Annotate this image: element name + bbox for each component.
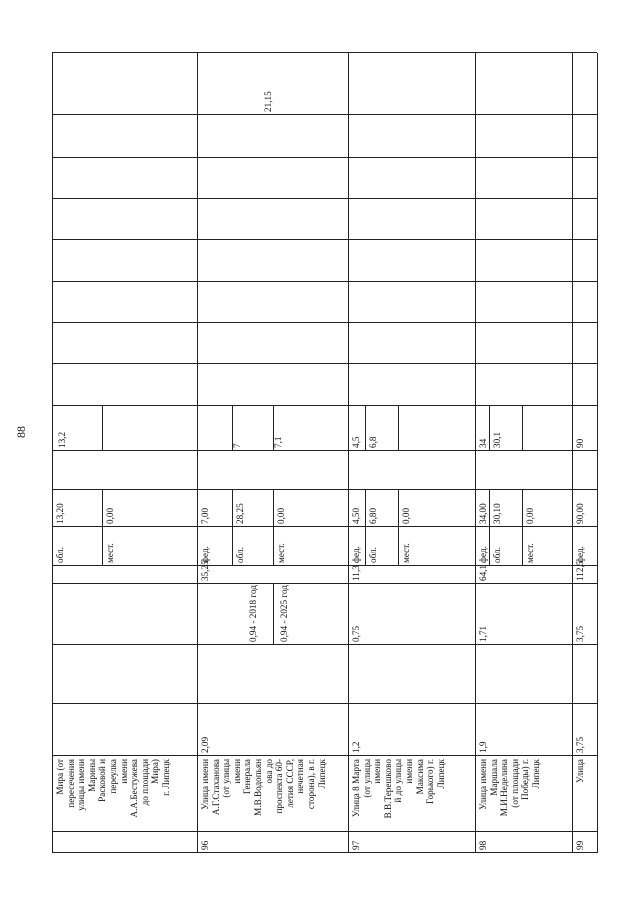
row-number: 98 bbox=[478, 840, 488, 850]
column-rule bbox=[52, 157, 597, 158]
column-rule bbox=[52, 198, 597, 199]
object-name-line: Максима bbox=[414, 759, 425, 795]
object-name-line: Генерала bbox=[242, 759, 253, 795]
object-name-line: Липецк bbox=[316, 759, 327, 789]
budget-source: мест. bbox=[105, 543, 115, 563]
row-rule bbox=[197, 53, 198, 853]
budget-subrow-rule bbox=[522, 490, 523, 566]
object-name-line: Марины bbox=[86, 759, 97, 792]
object-name-line: й до улицы bbox=[393, 759, 404, 803]
budget-source: фед. bbox=[200, 546, 210, 563]
column-rule bbox=[52, 489, 597, 490]
budget-amount: 4,50 bbox=[351, 507, 361, 524]
column-rule bbox=[52, 239, 597, 240]
column-rule bbox=[52, 405, 597, 406]
column-rule bbox=[52, 852, 597, 853]
value-subrow-rule bbox=[398, 406, 399, 451]
budget-source: фед. bbox=[478, 546, 488, 563]
budget-amount: 0,00 bbox=[276, 507, 286, 524]
budget-source: обл. bbox=[368, 547, 378, 563]
object-name-line: (от улицы bbox=[361, 759, 372, 798]
road-length: 1,9 bbox=[478, 741, 488, 753]
year-value: 34 bbox=[478, 438, 488, 448]
object-name-line: имени bbox=[118, 759, 129, 784]
budget-subrow-rule bbox=[365, 490, 366, 566]
road-length: 2,09 bbox=[200, 736, 210, 753]
budget-amount: 0,00 bbox=[401, 507, 411, 524]
object-name-line: до площади bbox=[139, 759, 150, 806]
column-rule bbox=[52, 644, 597, 645]
column-rule bbox=[52, 450, 597, 451]
budget-subrow-rule bbox=[273, 490, 274, 566]
page-number: 88 bbox=[14, 426, 28, 438]
row-rule bbox=[348, 53, 349, 853]
repair-period: 1,71 bbox=[478, 625, 488, 642]
object-name-line: Улица bbox=[575, 759, 585, 783]
object-name-line: Горького) г. bbox=[425, 759, 436, 804]
row-rule bbox=[597, 53, 598, 853]
period-subrow-rule bbox=[273, 584, 274, 645]
budget-amount: 30,10 bbox=[492, 503, 502, 524]
object-name-line: имени bbox=[372, 759, 383, 784]
object-name-line: г. Липецк bbox=[161, 759, 171, 796]
repair-period: 3,75 bbox=[575, 625, 585, 642]
budget-amount: 13,20 bbox=[55, 503, 65, 524]
column-rule bbox=[52, 52, 597, 53]
object-name-line: В.В.Терешково bbox=[382, 759, 393, 819]
object-name-line: М.И.Неделина bbox=[499, 759, 510, 817]
year-value: 7,1 bbox=[273, 436, 283, 448]
object-name-line: улицы имени bbox=[76, 759, 87, 811]
object-name-line: Липецк bbox=[531, 759, 541, 789]
total-cost: 11,3 bbox=[351, 565, 361, 581]
column-rule bbox=[52, 565, 597, 566]
road-length: 1,2 bbox=[351, 741, 361, 753]
row-rule bbox=[475, 53, 476, 853]
budget-source: мест. bbox=[525, 543, 535, 563]
value-subrow-rule bbox=[522, 406, 523, 451]
object-name-line: Расковой и bbox=[97, 759, 108, 802]
object-name-line: А.А.Бестужева bbox=[129, 759, 140, 818]
budget-source: обл. bbox=[492, 547, 502, 563]
column-rule bbox=[52, 281, 597, 282]
budget-source: фед. bbox=[575, 546, 585, 563]
column-rule bbox=[52, 831, 597, 832]
value-subrow-rule bbox=[102, 406, 103, 451]
column-rule bbox=[52, 322, 597, 323]
column-rule bbox=[52, 363, 597, 364]
object-name-line: имени bbox=[231, 759, 242, 784]
column-rule bbox=[52, 526, 597, 527]
year-value: 6,8 bbox=[368, 436, 378, 448]
budget-amount: 28,25 bbox=[235, 503, 245, 524]
object-name-line: Мира (от bbox=[55, 759, 65, 795]
object-name-line: Липецк bbox=[435, 759, 446, 789]
total-cost: 112,5 bbox=[575, 560, 585, 581]
budget-subrow-rule bbox=[232, 490, 233, 566]
object-name-line: (от улицы bbox=[221, 759, 232, 798]
value-subrow-rule bbox=[365, 406, 366, 451]
budget-amount: 90,00 bbox=[575, 503, 585, 524]
budget-source: обл. bbox=[235, 547, 245, 563]
object-name-line: летия СССР, bbox=[284, 759, 295, 808]
row-rule bbox=[572, 53, 573, 853]
row-number: 99 bbox=[575, 840, 585, 850]
last-column-value: 21,15 bbox=[263, 91, 273, 112]
object-name-line: Мира) bbox=[150, 759, 161, 784]
object-name-line: нечетная bbox=[295, 759, 306, 794]
column-rule bbox=[52, 583, 597, 584]
repair-period: 0,94 - 2025 год bbox=[279, 585, 289, 642]
budget-amount: 6,80 bbox=[368, 507, 378, 524]
object-name-line: Улица 8 Марта bbox=[351, 759, 361, 818]
object-name-line: сторона), в г. bbox=[306, 759, 316, 810]
object-name-line: М.В.Водопьян bbox=[253, 759, 263, 816]
budget-source: обл. bbox=[55, 547, 65, 563]
budget-source: мест. bbox=[401, 543, 411, 563]
budget-amount: 34,00 bbox=[478, 503, 488, 524]
budget-amount: 0,00 bbox=[105, 507, 115, 524]
row-number: 96 bbox=[200, 840, 210, 850]
year-value: 30,1 bbox=[492, 431, 502, 448]
year-value: 4,5 bbox=[351, 436, 361, 448]
budget-source: фед. bbox=[351, 546, 361, 563]
object-name-line: Улица имени bbox=[200, 759, 210, 810]
object-name-line: Победы) г. bbox=[520, 759, 531, 800]
total-cost: 64,1 bbox=[478, 564, 488, 581]
object-name-line: проспекта 60- bbox=[274, 759, 285, 814]
total-cost: 35,25 bbox=[200, 560, 210, 581]
object-name-line: (от площади bbox=[509, 759, 520, 808]
budget-source: мест. bbox=[276, 543, 286, 563]
year-value: 90 bbox=[575, 438, 585, 448]
budget-amount: 7,00 bbox=[200, 507, 210, 524]
budget-subrow-rule bbox=[398, 490, 399, 566]
row-rule bbox=[52, 53, 53, 853]
object-name-line: ова до bbox=[263, 759, 274, 784]
object-name-line: имени bbox=[404, 759, 414, 784]
object-name-line: Маршала bbox=[488, 759, 499, 796]
budget-subrow-rule bbox=[489, 490, 490, 566]
object-name-line: переулка bbox=[108, 759, 118, 794]
column-rule bbox=[52, 114, 597, 115]
value-subrow-rule bbox=[489, 406, 490, 451]
rotated-table bbox=[52, 53, 597, 853]
object-name-line: А.Г.Стаханова bbox=[210, 759, 221, 816]
repair-period: 0,94 - 2018 год bbox=[248, 585, 258, 642]
row-number: 97 bbox=[351, 840, 361, 850]
year-value: 13,2 bbox=[57, 431, 67, 448]
budget-amount: 0,00 bbox=[525, 507, 535, 524]
column-rule bbox=[52, 703, 597, 704]
road-length: 3,75 bbox=[575, 736, 585, 753]
object-name-line: Улица имени bbox=[478, 759, 488, 810]
object-name-line: пересечения bbox=[65, 759, 76, 808]
budget-subrow-rule bbox=[102, 490, 103, 566]
year-value: 7 bbox=[232, 443, 242, 448]
column-rule bbox=[52, 755, 597, 756]
repair-period: 0,75 bbox=[351, 625, 361, 642]
